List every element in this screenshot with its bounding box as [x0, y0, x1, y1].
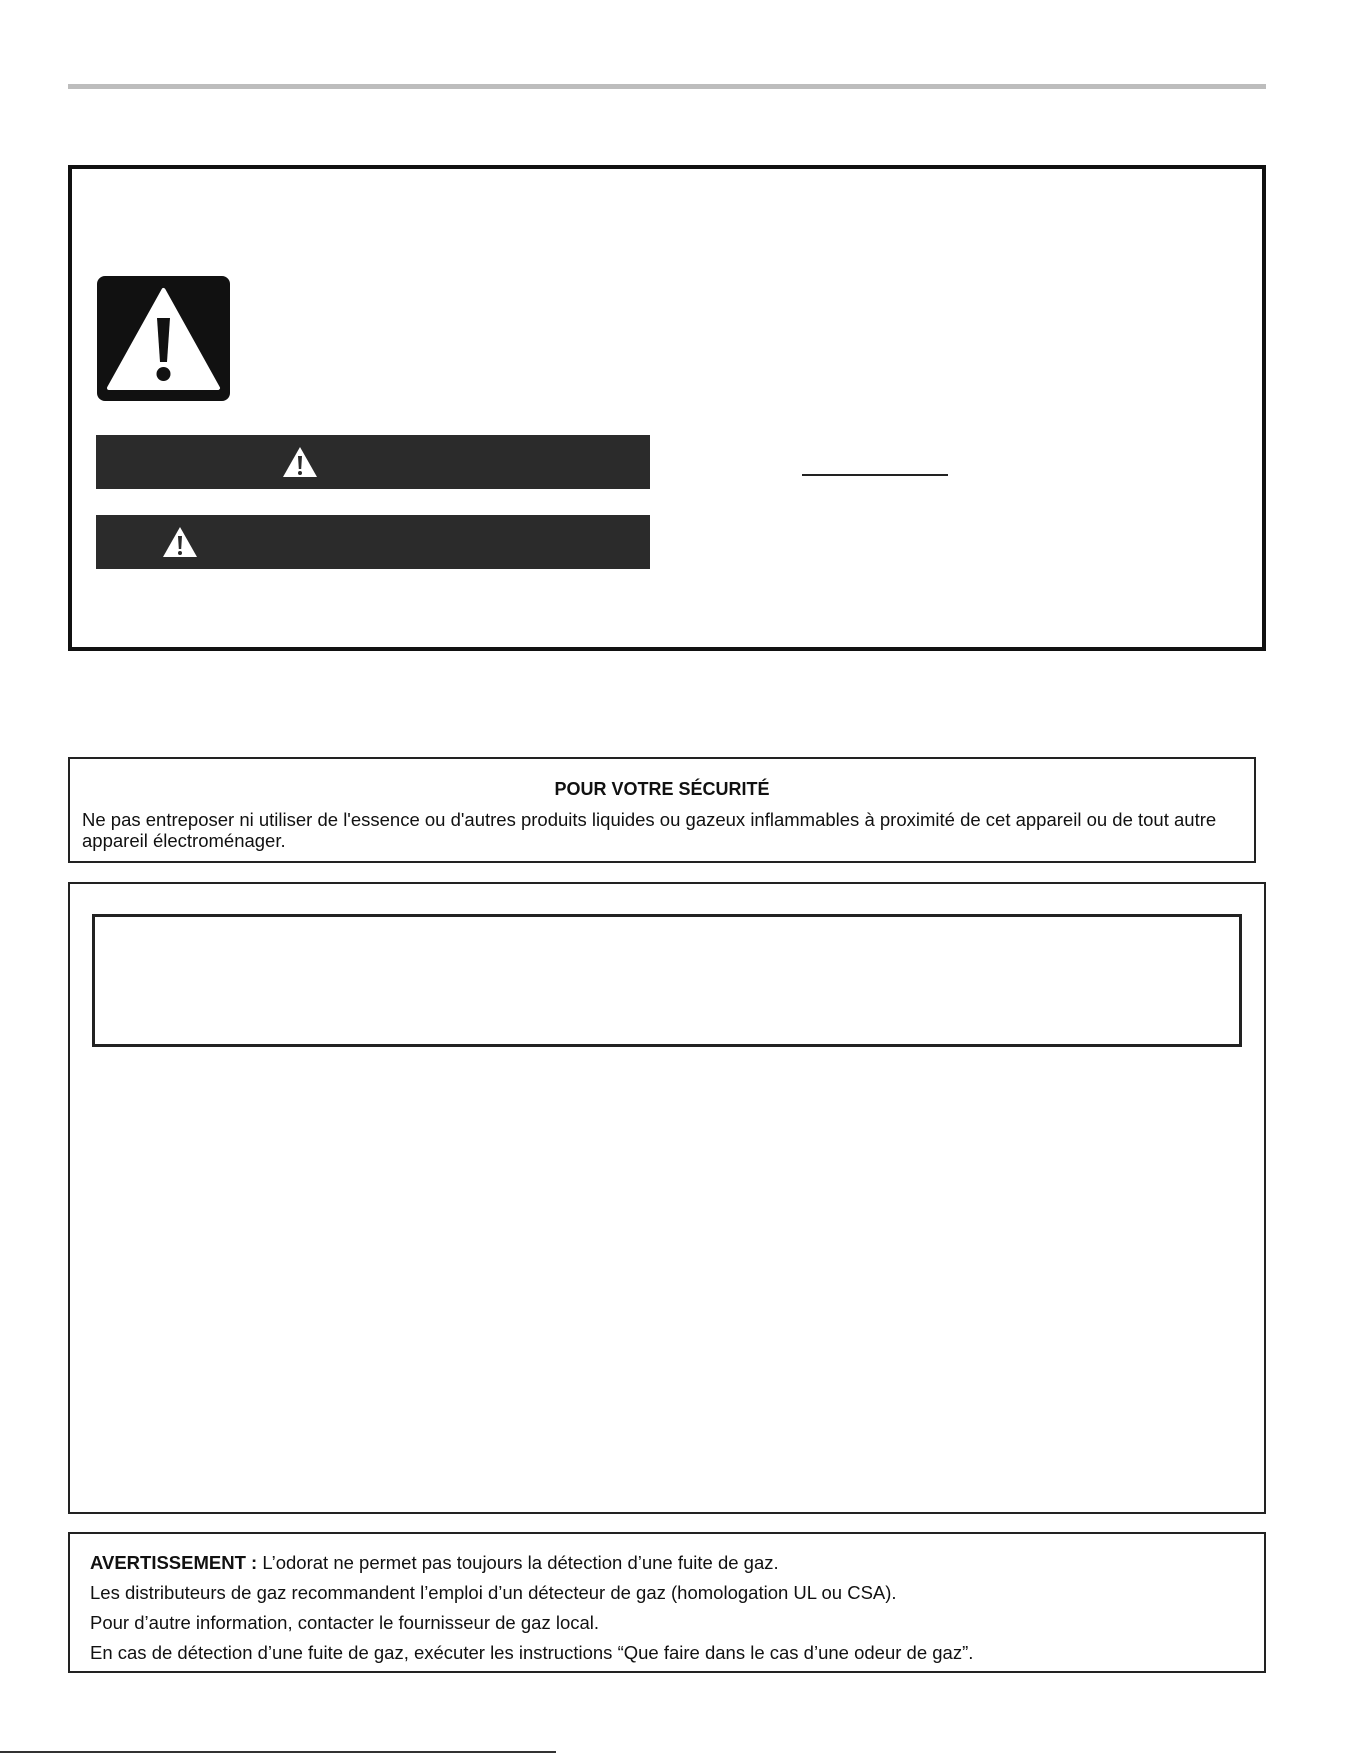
- warning-triangle-icon: [161, 525, 199, 559]
- gas-instructions-box: [68, 882, 1266, 1514]
- safety-box: [68, 165, 1266, 651]
- underline-mark: [802, 474, 948, 476]
- odor-warning-label: AVERTISSEMENT :: [90, 1552, 258, 1573]
- gas-instructions-inner-box: [92, 914, 1242, 1047]
- bottom-rule: [0, 1751, 556, 1753]
- odor-line-1-text: L’odorat ne permet pas toujours la détection d’une fuite de gaz.: [262, 1552, 779, 1573]
- warning-triangle-icon: [281, 445, 319, 479]
- fire-safety-notice: [68, 757, 1256, 863]
- fire-notice-title: POUR VOTRE SÉCURITÉ: [554, 779, 770, 799]
- odor-line-4: En cas de détection d’une fuite de gaz, exécuter les instructions “Que faire dans le cas d’une odeur de gaz”.: [90, 1642, 974, 1663]
- gas-odor-notice: [68, 1532, 1266, 1673]
- top-rule: [68, 84, 1266, 89]
- odor-notice-lines: [90, 1548, 1250, 1668]
- danger-signal-bar: [96, 435, 650, 489]
- odor-line-3: Pour d’autre information, contacter le fournisseur de gaz local.: [90, 1612, 600, 1633]
- odor-line-1: [90, 1548, 1250, 1578]
- warning-signal-bar: [96, 515, 650, 569]
- fire-notice-text: Ne pas entreposer ni utiliser de l'essence ou d'autres produits liquides ou gazeux inflammables à proximité de cet appareil ou de tout autre appareil électroménager.: [82, 809, 1217, 851]
- hazard-symbol-icon: [97, 276, 230, 401]
- odor-line-2: Les distributeurs de gaz recommandent l’emploi d’un détecteur de gaz (homologation UL ou CSA).: [90, 1582, 897, 1603]
